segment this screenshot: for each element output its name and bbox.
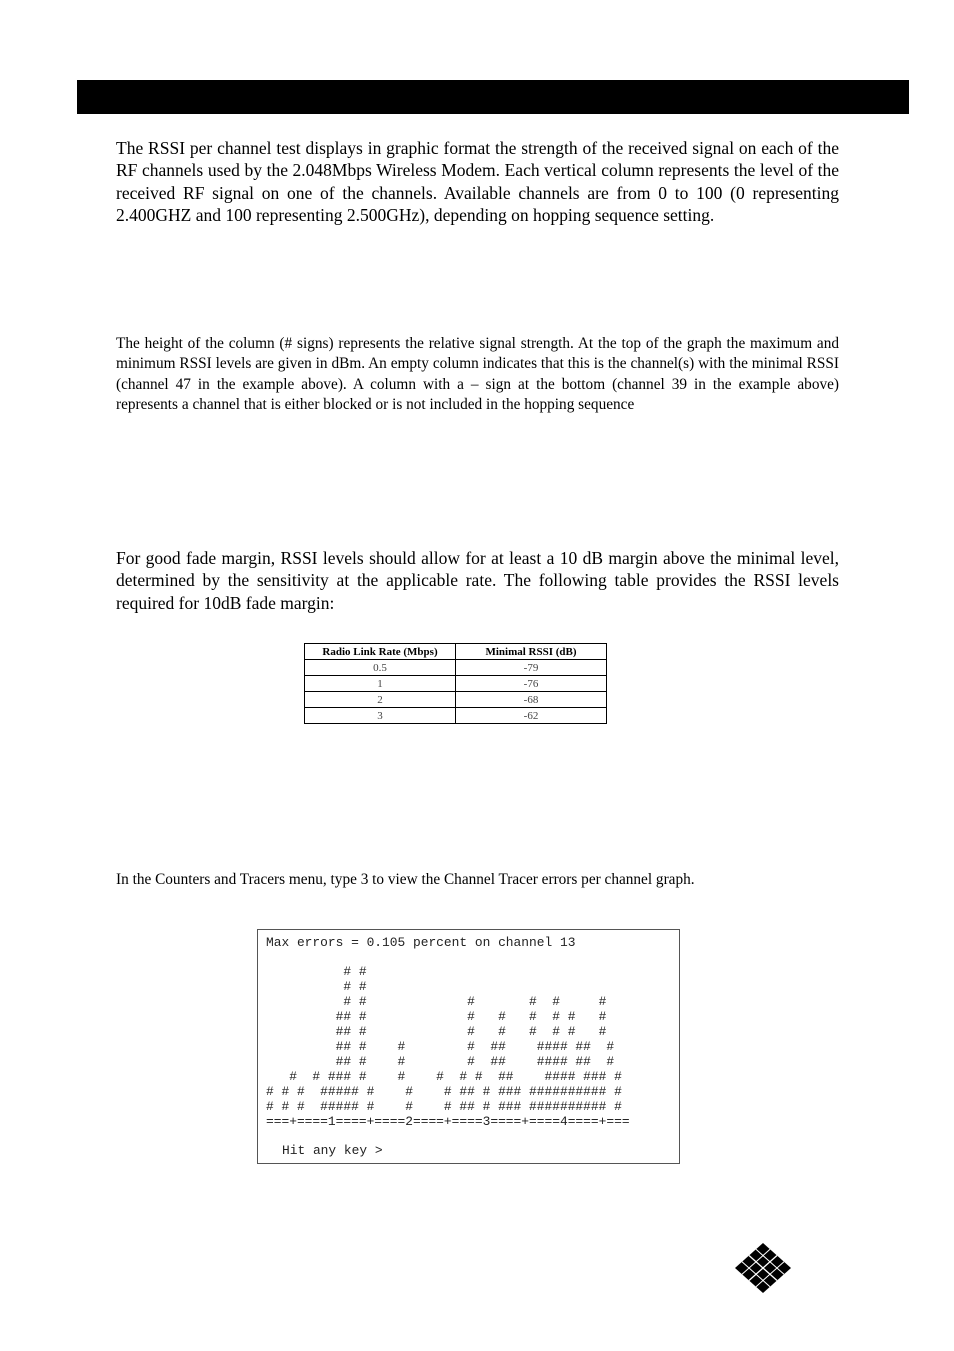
table-row — [305, 676, 607, 692]
table-header-row — [305, 644, 607, 660]
rate-cell: 0.5 — [305, 660, 456, 676]
table-row — [305, 692, 607, 708]
terminal-title-line: Max errors = 0.105 percent on channel 13 — [266, 935, 576, 950]
rate-cell: 1 — [305, 676, 456, 692]
column-height-paragraph: The height of the column (# signs) represents the relative signal strength. At the top of the graph the maximum and minimum RSSI levels are given in dBm. An empty column indicates that this is the channel(s) with the minimal RSSI (channel 47 in the example above). A column with a – sign at the bottom (channel 39 in the example above) represents a channel that is either blocked or is not included in the hopping sequence — [116, 335, 839, 413]
rssi-levels-table — [304, 643, 607, 724]
page-header-bar — [77, 80, 909, 114]
channel-tracer-instruction: In the Counters and Tracers menu, type 3 to view the Channel Tracer errors per channel graph. — [116, 871, 695, 888]
rssi-cell: -62 — [456, 708, 607, 724]
rssi-intro-paragraph: The RSSI per channel test displays in graphic format the strength of the received signal on each of the RF channels used by the 2.048Mbps Wireless Modem. Each vertical column represents the level of the received RF signal on one of the channels. Available channels are from 0 to 100 (0 representing 2.400GHZ and 100 representing 2.500GHz), depending on hopping sequence setting. — [116, 138, 839, 225]
table-row — [305, 660, 607, 676]
rssi-cell: -79 — [456, 660, 607, 676]
channel-tracer-terminal — [257, 929, 680, 1164]
column-header-rssi: Minimal RSSI (dB) — [456, 644, 607, 660]
rssi-cell: -76 — [456, 676, 607, 692]
rate-cell: 2 — [305, 692, 456, 708]
rate-cell: 3 — [305, 708, 456, 724]
table-row — [305, 708, 607, 724]
rssi-cell: -68 — [456, 692, 607, 708]
terminal-prompt: Hit any key > — [282, 1143, 383, 1158]
fade-margin-paragraph: For good fade margin, RSSI levels should allow for at least a 10 dB margin above the minimal level, determined by the sensitivity at the applicable rate. The following table provides the RSSI levels required for 10dB fade margin: — [116, 548, 839, 613]
terminal-error-graph: # # # # # # # # # # ## # # # # # # # ## # # # # # # # ## # # # ## #### ## # ## # # # ## #### ## # # # ### # # # # # ## #### ### # # # # ##### # # # ## # ### ########## # # # # ##### # # # ## # ### ########## # ===+====1====+====2====+====3====+====4====+=== — [266, 964, 630, 1129]
column-header-rate: Radio Link Rate (Mbps) — [305, 644, 456, 660]
black-diamond-logo-icon — [734, 1242, 792, 1294]
